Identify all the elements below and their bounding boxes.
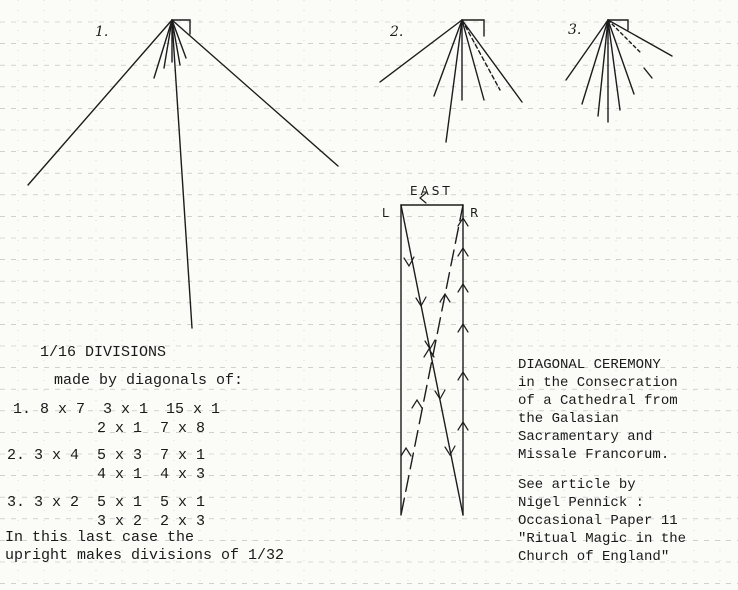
division-row-1b: 2 x 1 7 x 8	[97, 420, 206, 437]
ceremony-line-10: "Ritual Magic in the	[518, 531, 687, 547]
figure-1-diagonals	[28, 20, 338, 328]
division-row-2a: 2. 3 x 4 5 x 3 7 x 1	[7, 447, 206, 464]
division-row-2b: 4 x 1 4 x 3	[97, 466, 206, 483]
ceremony-line-9: Occasional Paper 11	[518, 513, 678, 529]
division-note-line-1: In this last case the	[5, 529, 195, 546]
division-row-3a: 3. 3 x 2 5 x 1 5 x 1	[7, 494, 206, 511]
ceremony-line-5: Sacramentary and	[518, 429, 653, 445]
ceremony-line-2: in the Consecration	[518, 375, 678, 391]
figure-label-3: 3.	[568, 22, 582, 38]
ceremony-line-3: of a Cathedral from	[518, 393, 678, 409]
ceremony-line-4: the Galasian	[518, 411, 619, 427]
figure-3-diagonals	[566, 20, 672, 122]
divisions-title: 1/16 DIVISIONS	[40, 344, 167, 361]
ceremony-line-6: Missale Francorum.	[518, 447, 670, 463]
ceremony-line-1: DIAGONAL CEREMONY	[518, 357, 661, 373]
corner-label-right: R	[470, 206, 479, 220]
division-note-line-2: upright makes divisions of 1/32	[5, 547, 285, 564]
east-label: EAST	[410, 184, 453, 198]
divisions-subtitle: made by diagonals of:	[54, 372, 244, 389]
figure-label-1: 1.	[95, 24, 109, 40]
ceremony-line-11: Church of England"	[518, 549, 670, 565]
corner-label-left: L	[382, 206, 389, 220]
procession-rectangle	[401, 205, 463, 515]
ceremony-line-7: See article by	[518, 477, 636, 493]
division-row-1a: 1. 8 x 7 3 x 1 15 x 1	[13, 401, 221, 418]
ceremony-line-8: Nigel Pennick :	[518, 495, 645, 511]
division-row-3b: 3 x 2 2 x 3	[97, 513, 206, 530]
figure-label-2: 2.	[390, 24, 404, 40]
